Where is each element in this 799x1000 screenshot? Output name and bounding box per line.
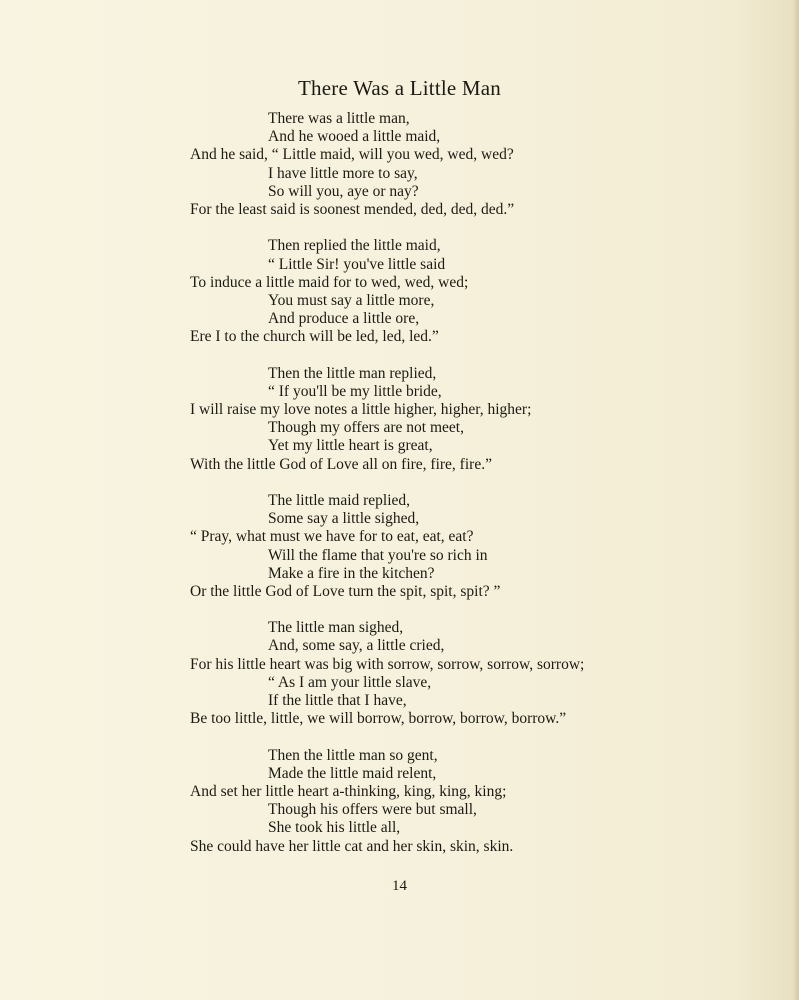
poem-line: You must say a little more, [268, 291, 435, 309]
poem-line: Some say a little sighed, [268, 510, 420, 528]
poem-title: There Was a Little Man [298, 76, 501, 100]
poem-line: So will you, aye or nay? [268, 182, 419, 200]
poem-line: Or the little God of Love turn the spit, spit, spit? ” [190, 582, 501, 600]
poem-line: Be too little, little, we will borrow, borrow, borrow, borrow.” [190, 710, 567, 728]
poem-line: Ere I to the church will be led, led, led.” [190, 328, 439, 346]
poem-line: For the least said is soonest mended, ded, ded, ded.” [190, 200, 515, 218]
poem-line: And he said, “ Little maid, will you wed, wed, wed? [190, 146, 514, 164]
poem-line: She could have her little cat and her skin, skin, skin. [190, 837, 514, 855]
poem-body [0, 110, 799, 856]
poem-line: I will raise my love notes a little higher, higher, higher; [190, 401, 532, 418]
poem-line: I have little more to say, [268, 164, 418, 182]
poem-line: And set her little heart a-thinking, king, king, king; [190, 782, 507, 800]
poem-line: Then the little man replied, [268, 364, 437, 382]
poem-line: Then replied the little maid, [268, 237, 441, 255]
poem-line: “ As I am your little slave, [268, 673, 432, 691]
poem-line: Then the little man so gent, [268, 746, 438, 764]
poem-line: Made the little maid relent, [268, 764, 437, 782]
stanza-3 [0, 365, 799, 474]
poem-line: “ If you'll be my little bride, [268, 382, 442, 400]
poem-line: For his little heart was big with sorrow, sorrow, sorrow, sorrow; [190, 655, 585, 673]
stanza-4 [0, 492, 799, 601]
poem-line: Will the flame that you're so rich in [268, 546, 488, 564]
poem-line: Though my offers are not meet, [268, 419, 464, 437]
poem-line: Yet my little heart is great, [268, 437, 433, 455]
poem-line: And he wooed a little maid, [268, 128, 441, 146]
poem-line: “ Pray, what must we have for to eat, eat, eat? [190, 528, 474, 546]
poem-line: If the little that I have, [268, 692, 407, 709]
poem-line: The little maid replied, [268, 491, 411, 509]
poem-line: Though his offers were but small, [268, 801, 477, 819]
poem-line: Make a fire in the kitchen? [268, 564, 435, 582]
stanza-2 [0, 237, 799, 346]
poem-line: And produce a little ore, [268, 310, 420, 328]
stanza-1 [0, 110, 799, 219]
poem-line: There was a little man, [268, 110, 410, 127]
page-number: 14 [392, 878, 407, 894]
poem-line: And, some say, a little cried, [268, 637, 445, 655]
poem-line: To induce a little maid for to wed, wed, wed; [190, 273, 469, 291]
poem-line: “ Little Sir! you've little said [268, 255, 446, 273]
stanza-5 [0, 619, 799, 728]
poem-line: With the little God of Love all on fire, fire, fire.” [190, 455, 492, 473]
poem-line: The little man sighed, [268, 619, 404, 637]
poem-line: She took his little all, [268, 819, 401, 837]
stanza-6 [0, 747, 799, 856]
